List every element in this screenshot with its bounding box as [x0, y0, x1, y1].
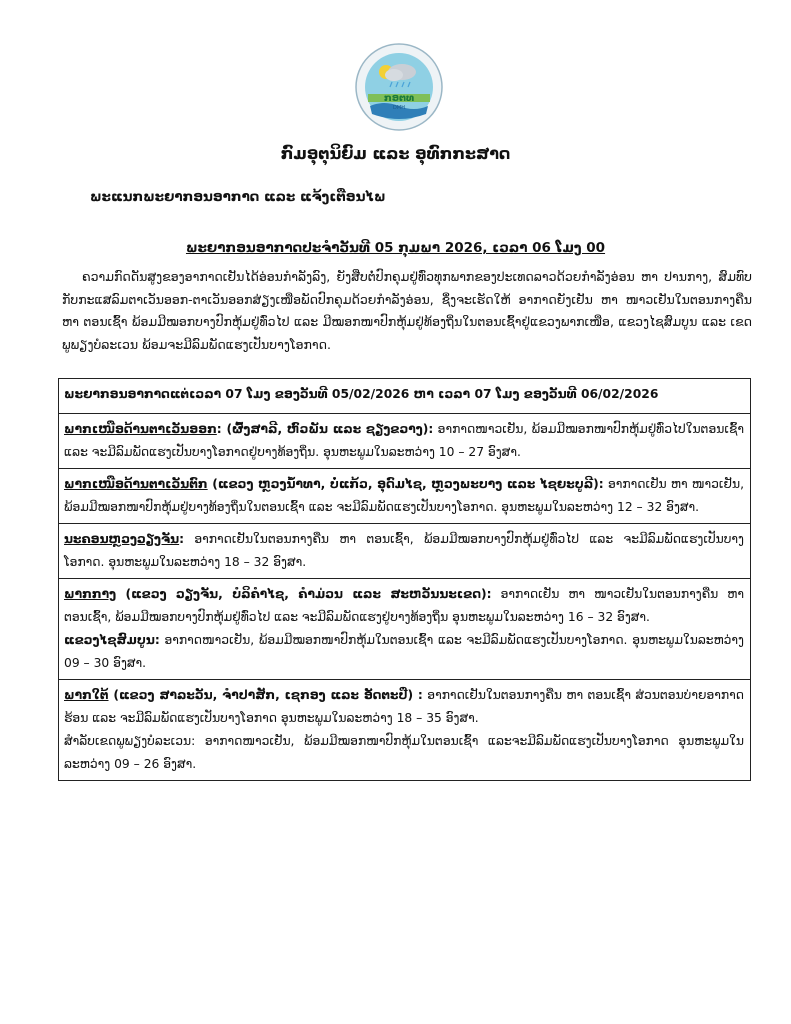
svg-text:ກອຕທ: ກອຕທ [383, 93, 415, 104]
forecast-row [59, 579, 751, 680]
svg-text:DMH: DMH [393, 105, 405, 111]
region-name: ພາກເໜືອດ້ານຕາເວັນອອກ [64, 422, 217, 436]
subregion-name: ແຂວງໄຊສົມບູນ: [64, 633, 160, 647]
region-forecast-text: ອາກາດເຢັນໃນຕອນກາງຄືນ ຫາ ຕອນເຊົ້າ ສ່ວນຕອນບ່າຍອາກາດຮ້ອນ ແລະ ຈະມີລົມພັດແຮງເປັນບາງໂອກາດ ອຸນຫະພູມໃນລະຫວ່າງ 18 – 35 ອົງສາ. [64, 688, 744, 725]
forecast-table-header-row [59, 379, 751, 414]
region-provinces: (ແຂວງ ຫຼວງນ້ຳທາ, ບໍ່ແກ້ວ, ອຸດົມໄຊ, ຫຼວງພະບາງ ແລະ ໄຊຍະບູລີ): [207, 477, 604, 491]
forecast-row [59, 524, 751, 579]
bulletin-title: ພະຍາກອນອາກາດປະຈຳວັນທີ 05 ກຸມພາ 2026, ເວລາ 06 ໂມງ 00 [185, 240, 606, 256]
dmh-logo-icon [354, 42, 444, 132]
subregion-forecast-text: ອາກາດໜາວເຢັນ, ພ້ອມມີໝອກໜາປົກຫຸ້ມໃນຕອນເຊົ້າ ແລະ ຈະມີລົມພັດແຮງເປັນບາງໂອກາດ. ອຸນຫະພູມໃນລະຫວ່າງ 09 – 30 ອົງສາ. [64, 633, 744, 670]
region-provinces: (ແຂວງ ສາລະວັນ, ຈຳປາສັກ, ເຊກອງ ແລະ ອັດຕະປື) : [108, 688, 423, 702]
region-name: ພາກໃຕ້ [64, 688, 109, 702]
region-forecast-text: ອາກາດເຢັນ ຫາ ໜາວເຢັນໃນຕອນກາງຄືນ ຫາ ຕອນເຊົ້າ, ພ້ອມມີໝອກບາງປົກຫຸ້ມຢູ່ທົ່ວໄປ ແລະ ຈະມີລົມພັດແຮງຢູ່ບາງທ້ອງຖິ່ນ ອຸນຫະພູມໃນລະຫວ່າງ 16 – 32 ອົງສາ. [64, 587, 744, 624]
region-name: ພາກກາງ [64, 587, 117, 601]
region-forecast-text: ອາກາດເຢັນໃນຕອນກາງຄືນ ຫາ ຕອນເຊົ້າ, ພ້ອມມີໝອກບາງປົກຫຸ້ມຢູ່ທົ່ວໄປ ແລະ ຈະມີລົມພັດແຮງເປັນບາງໂອກາດ. ອຸນຫະພູມໃນລະຫວ່າງ 18 – 32 ອົງສາ. [64, 532, 744, 569]
dmh-logo [354, 42, 444, 132]
bulletin-intro: ຄວາມກົດດັນສູງຂອງອາກາດເຢັນໄດ້ອ່ອນກຳລັງລົງ, ຍັງສືບຕໍ່ປົກຄຸມຢູ່ທົ່ວທຸກພາກຂອງປະເທດລາວດ້ວຍກຳລັງອ່ອນ ຫາ ປານກາງ, ສົມທົບກັບກະແສລົມຕາເວັນອອກ-ຕາເວັນອອກສ່ຽງເໜືອພັດປົກຄຸມດ້ວຍກຳລັງອ່ອນ, ຊຶ່ງຈະເຮັດໃຫ້ ອາກາດຍັງເຢັນ ຫາ ໜາວເຢັນໃນຕອນກາງຄືນ ຫາ ຕອນເຊົ້າ ພ້ອມມີໝອກບາງປົກຫຸ້ມຢູ່ທົ່ວໄປ ແລະ ມີໝອກໜາປົກຫຸ້ມຢູ່ທ້ອງຖິ່ນໃນຕອນເຊົ້າຢູ່ແຂວງພາກເໜືອ, ແຂວງໄຊສົມບູນ ແລະ ເຂດພູພຽງບໍລະເວນ ພ້ອມຈະມີລົມພັດແຮງເປັນບາງໂອກາດ. [62, 269, 752, 352]
region-provinces: (ແຂວງ ວຽງຈັນ, ບໍລິຄຳໄຊ, ຄຳມ່ວນ ແລະ ສະຫວັນນະເຂດ): [116, 587, 492, 601]
region-name: ພາກເໜືອດ້ານຕາເວັນຕົກ [64, 477, 208, 491]
forecast-row [59, 680, 751, 781]
region-forecast-text: ອາກາດໜາວເຢັນ, ພ້ອມມີໝອກໜາປົກຫຸ້ມຢູ່ທົ່ວໄປໃນຕອນເຊົ້າ ແລະ ຈະມີລົມພັດແຮງເປັນບາງໂອກາດຢູ່ບາງທ້ອງຖິ່ນ. ອຸນຫະພູມໃນລະຫວ່າງ 10 – 27 ອົງສາ. [64, 422, 744, 459]
region-provinces: : (ຜົ້ງສາລີ, ຫົວພັນ ແລະ ຊຽງຂວາງ): [216, 422, 434, 436]
region-provinces: : [179, 532, 185, 546]
region-forecast-text: ອາກາດເຢັນ ຫາ ໜາວເຢັນ, ພ້ອມມີໝອກໜາປົກຫຸ້ມຢູ່ບາງທ້ອງຖິ່ນໃນຕອນເຊົ້າ ແລະ ຈະມີລົມພັດແຮງເປັນບາງໂອກາດ. ອຸນຫະພູມໃນລະຫວ່າງ 12 – 32 ອົງສາ. [64, 477, 744, 514]
subregion-forecast-text: ອາກາດໜາວເຢັນ, ພ້ອມມີໝອກໜາປົກຫຸ້ມໃນຕອນເຊົ້າ ແລະຈະມີລົມພັດແຮງເປັນບາງໂອກາດ ອຸນຫະພູມໃນລະຫວ່າງ 09 – 26 ອົງສາ. [64, 734, 744, 771]
subregion-name: ສຳລັບເຂດພູພຽງບໍລະເວນ: [64, 734, 196, 748]
department-name: ພະແນກພະຍາກອນອາກາດ ແລະ ແຈ້ງເຕືອນໄພ [90, 189, 386, 205]
forecast-row [59, 469, 751, 524]
forecast-period-header: ພະຍາກອນອາກາດແຕ່ເວລາ 07 ໂມງ ຂອງວັນທີ 05/02/2026 ຫາ ເວລາ 07 ໂມງ ຂອງວັນທີ 06/02/2026 [59, 379, 751, 414]
forecast-row [59, 414, 751, 469]
region-name: ນະຄອນຫຼວງວຽງຈັນ [64, 532, 180, 546]
forecast-table [58, 378, 751, 781]
ministry-title: ກົມອຸຕຸນິຍົມ ແລະ ອຸທົກກະສາດ [280, 144, 511, 163]
